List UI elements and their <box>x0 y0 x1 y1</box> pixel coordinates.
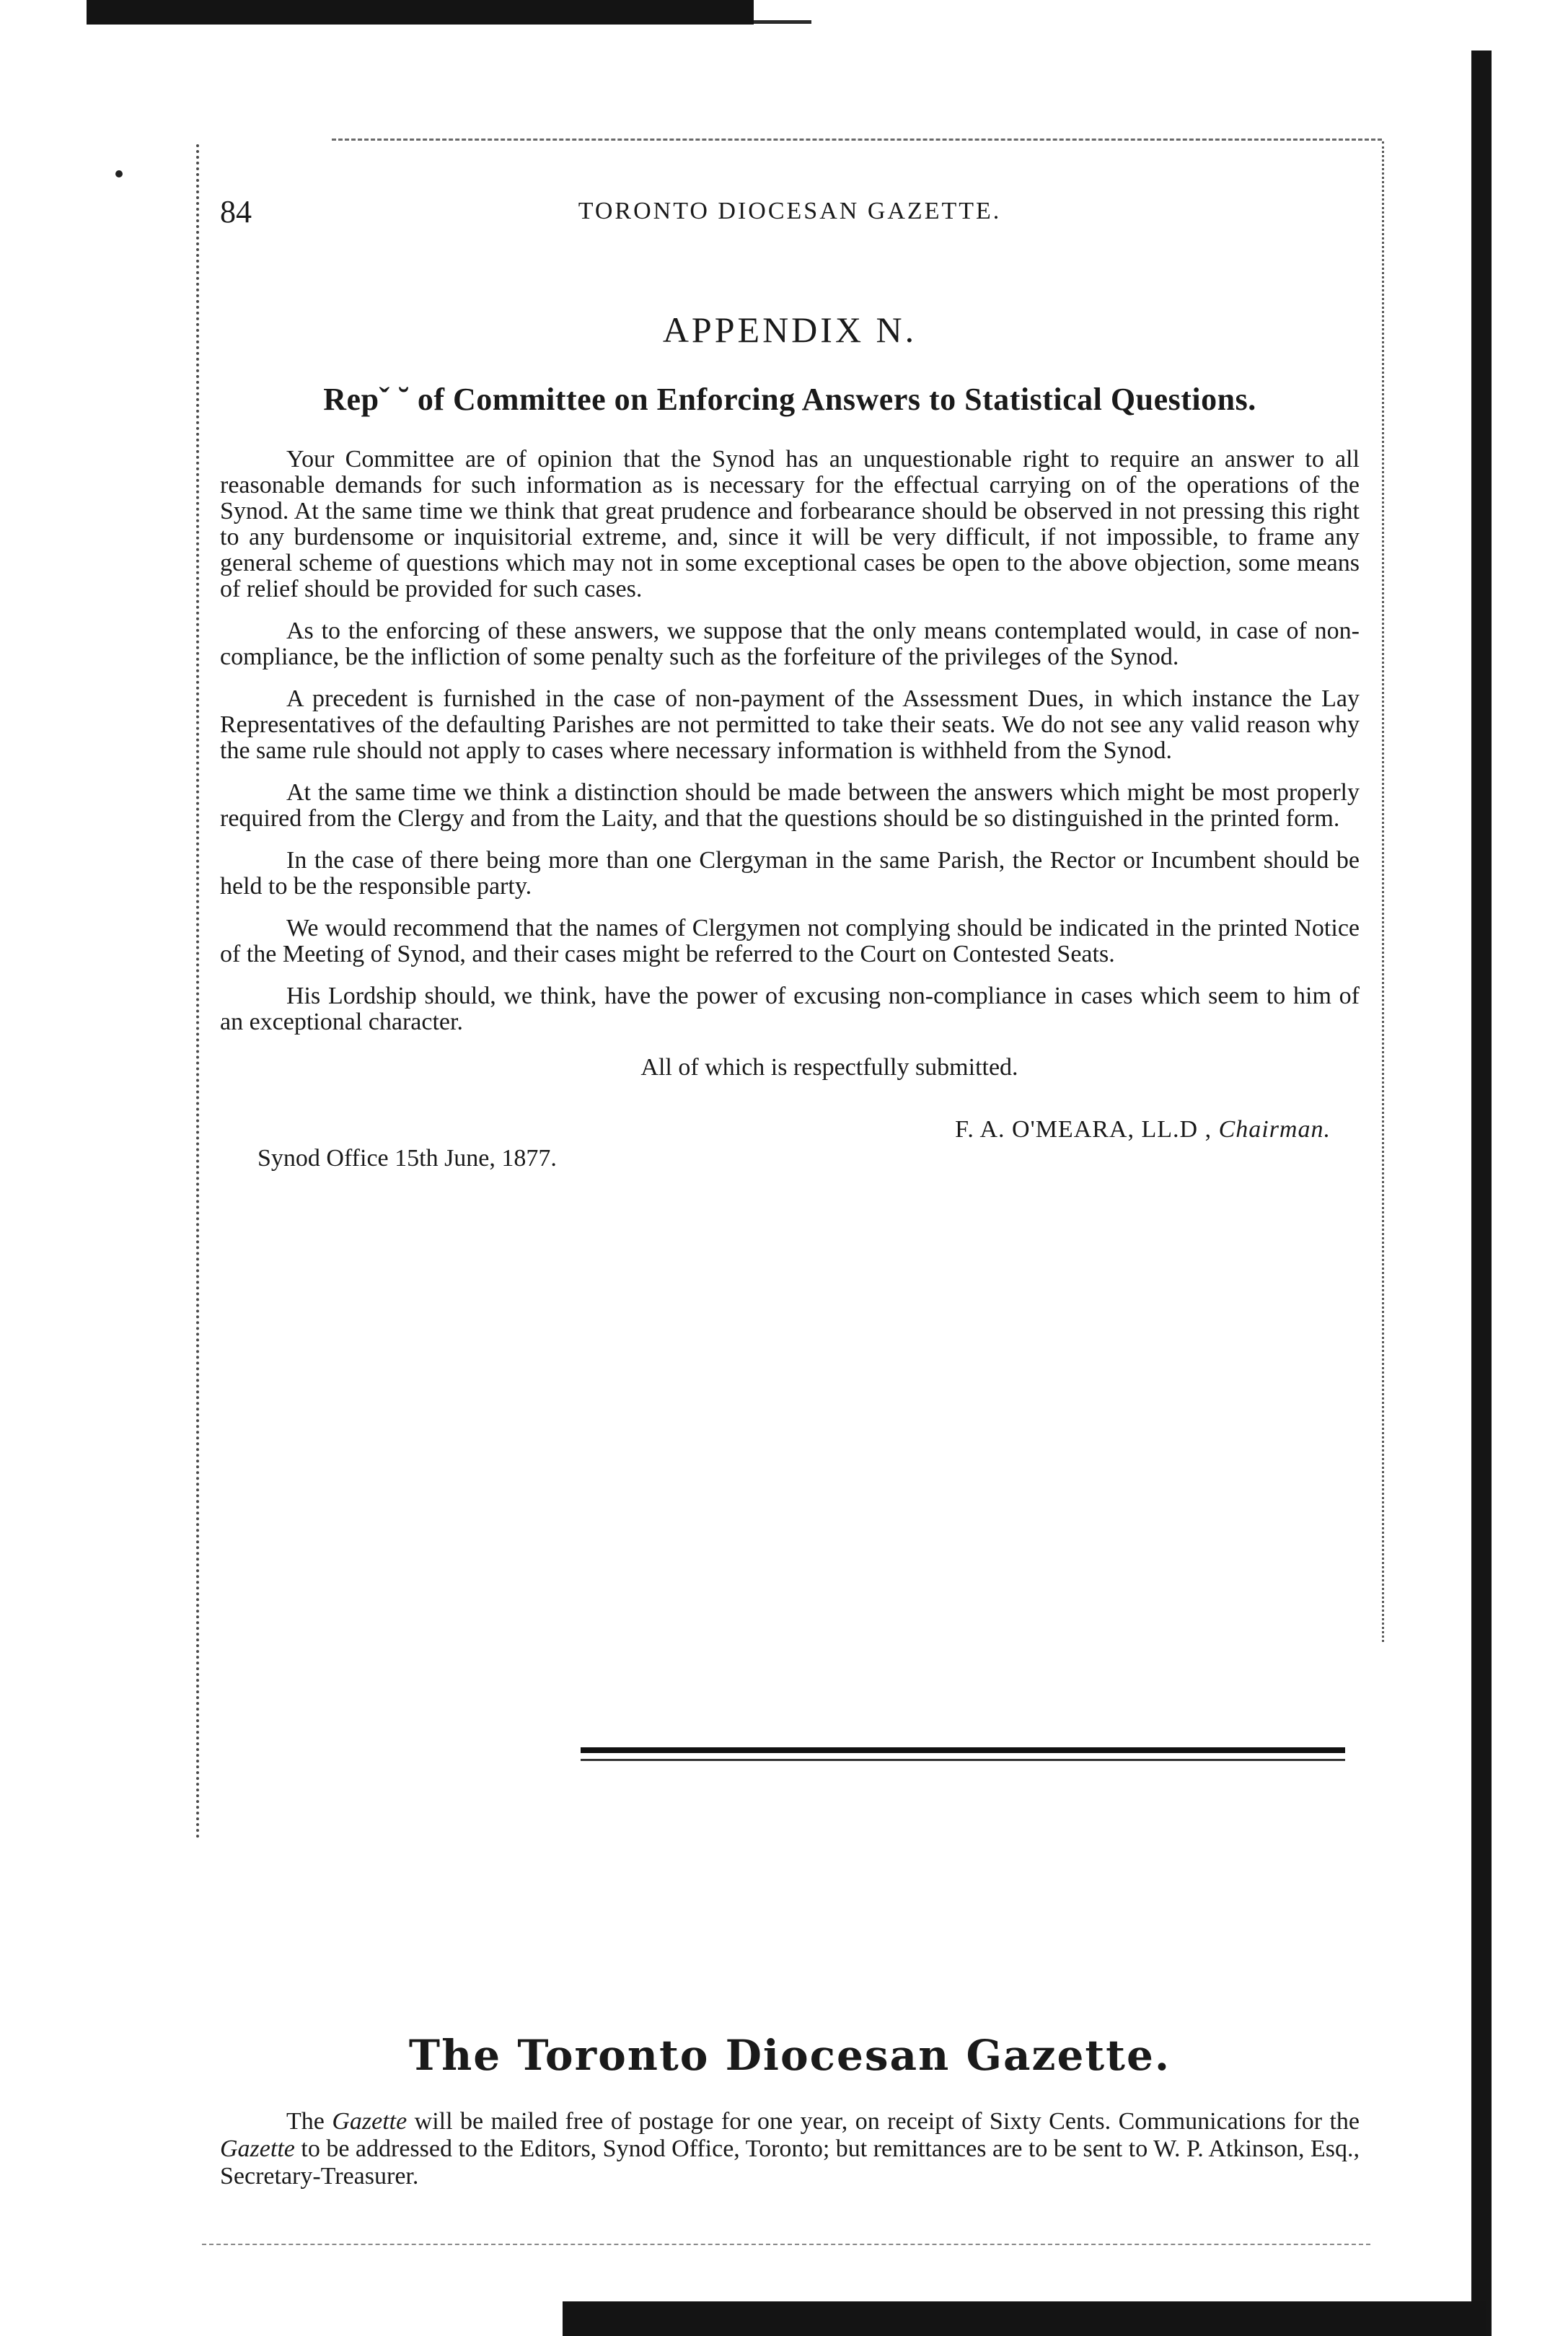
notice-text: The <box>286 2108 325 2135</box>
signer-name: F. A. O'MEARA, LL.D , <box>955 1116 1212 1143</box>
paragraph: In the case of there being more than one Clergyman in the same Parish, the Rector or Incumbent should be held to be the responsible party. <box>220 847 1360 900</box>
paragraph: As to the enforcing of these answers, we suppose that the only means contemplated would, in case of non-compliance, be the infliction of some penalty such as the forfeiture of the privileges of the Synod. <box>220 618 1360 670</box>
divider-thin <box>581 1759 1345 1761</box>
scan-speck <box>115 170 123 177</box>
scan-edge-top <box>87 0 754 25</box>
signer <box>955 1116 1331 1143</box>
page-frame-right <box>1382 141 1386 1642</box>
divider-thick <box>581 1747 1345 1753</box>
scan-edge-right <box>1471 51 1492 2336</box>
signer-role: Chairman. <box>1218 1116 1331 1143</box>
paragraph: We would recommend that the names of Clergymen not complying should be indicated in the printed Notice of the Meeting of Synod, and their cases might be referred to the Court on Contested Seats. <box>220 915 1360 967</box>
report-body <box>220 447 1360 1035</box>
signature-block <box>220 1116 1360 1203</box>
submitted-line: All of which is respectfully submitted. <box>640 1054 1018 1081</box>
report-title: Repˇ ˘ of Committee on Enforcing Answers to Statistical Questions. <box>323 382 1256 417</box>
scan-edge-top-tail <box>754 20 811 24</box>
scan-edge-bottom <box>563 2301 1486 2336</box>
subscription-notice <box>220 2108 1360 2190</box>
notice-gazette-name: Gazette <box>220 2135 295 2162</box>
paragraph: Your Committee are of opinion that the Synod has an unquestionable right to require an answer to all reasonable demands for such information as is necessary for the effectual carrying on of the operations of the Synod. At the same time we think that great prudence and forbearance should be observed in not pressing this right to any burdensome or inquisitorial extreme, and, since it will be very difficult, if not impossible, to frame any general scheme of questions which may not in some exceptional cases be open to the above objection, some means of relief should be provided for such cases. <box>220 446 1360 602</box>
paragraph: His Lordship should, we think, have the power of excusing non-compliance in cases which seem to him of an exceptional character. <box>220 983 1360 1035</box>
page-number: 84 <box>220 194 252 229</box>
notice-text: will be mailed free of postage for one year, on receipt of Sixty Cents. Communications for the <box>414 2108 1360 2135</box>
notice-text: to be addressed to the Editors, Synod Office, Toronto; but remittances are to be sent to W. P. Atkinson, Esq., Secretary-Treasurer. <box>220 2135 1360 2190</box>
gazette-masthead: The Toronto Diocesan Gazette. <box>408 2031 1171 2080</box>
page-content <box>220 188 1360 1203</box>
paragraph: At the same time we think a distinction should be made between the answers which might be most properly required from the Clergy and from the Laity, and that the questions should be so distinguished in the printed form. <box>220 779 1360 832</box>
date-line: Synod Office 15th June, 1877. <box>257 1145 557 1172</box>
footer-rule <box>202 2244 1370 2247</box>
section-divider <box>581 1747 1345 1761</box>
paragraph: A precedent is furnished in the case of non-payment of the Assessment Dues, in which instance the Lay Representatives of the defaulting Parishes are not permitted to take their seats. We do not see any valid reason why the same rule should not apply to cases where necessary information is withheld from the Synod. <box>220 685 1360 764</box>
page-frame-left <box>196 144 202 1840</box>
appendix-heading: APPENDIX N. <box>662 309 917 350</box>
page-header <box>220 188 1360 238</box>
notice-gazette-name: Gazette <box>332 2108 408 2135</box>
page-frame-top <box>332 139 1382 143</box>
running-head: TORONTO DIOCESAN GAZETTE. <box>578 198 1002 224</box>
